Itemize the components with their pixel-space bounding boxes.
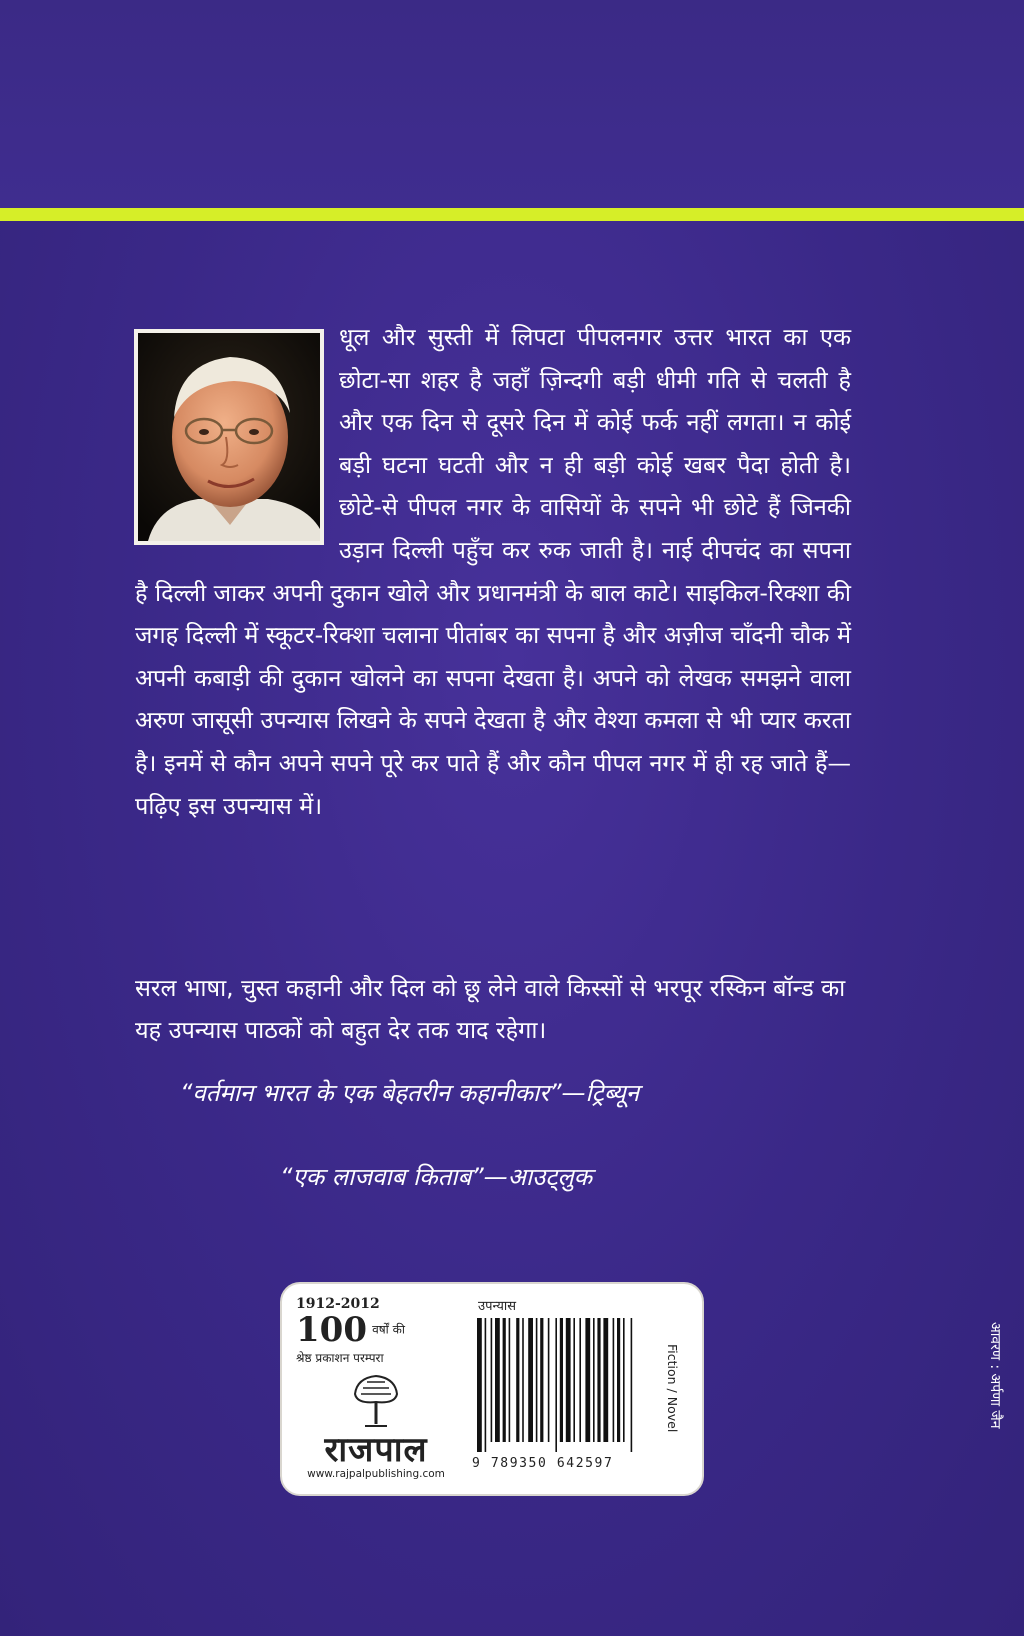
- barcode-bar: [540, 1318, 543, 1442]
- barcode-bar: [528, 1318, 533, 1442]
- yellow-stripe: [0, 208, 1024, 221]
- genre-label: उपन्यास: [478, 1299, 517, 1314]
- barcode-bar: [566, 1318, 571, 1442]
- barcode-bar: [631, 1318, 633, 1452]
- review-quote-tribune: “वर्तमान भारत के एक बेहतरीन कहानीकार”—ट्रिब्यून: [180, 1079, 640, 1107]
- barcode-bar: [485, 1318, 487, 1452]
- barcode-bar: [593, 1318, 595, 1442]
- publisher-block: [296, 1296, 456, 1480]
- publisher-hundred: 100: [296, 1309, 367, 1350]
- barcode-bar: [548, 1318, 550, 1442]
- publisher-tagline: श्रेष्ठ प्रकाशन परम्परा: [296, 1350, 384, 1365]
- publisher-barcode-label: [280, 1282, 704, 1496]
- barcode-bar: [516, 1318, 519, 1442]
- publisher-years-suffix: वर्षों की: [372, 1322, 405, 1337]
- barcode-bar: [477, 1318, 482, 1452]
- barcode-bar: [503, 1318, 506, 1442]
- barcode-bar: [617, 1318, 620, 1442]
- category-label: Fiction / Novel: [665, 1344, 680, 1433]
- barcode-bar: [573, 1318, 575, 1442]
- tree-icon: [351, 1372, 401, 1430]
- barcode-bar: [579, 1318, 581, 1442]
- barcode-bar: [597, 1318, 600, 1442]
- cover-credit: आवरण : अर्पणा जैन: [987, 1322, 1003, 1429]
- publisher-years: 1912-2012: [296, 1296, 380, 1312]
- barcode: [475, 1318, 671, 1452]
- barcode-bar: [522, 1318, 524, 1442]
- publisher-anniversary: [296, 1309, 456, 1350]
- blurb-text: धूल और सुस्ती में लिपटा पीपलनगर उत्तर भारत का एक छोटा-सा शहर है जहाँ ज़िन्दगी बड़ी धीमी गति से चलती है और एक दिन से दूसरे दिन में कोई फर्क नहीं लगता। न कोई बड़ी घटना घटती और न ही बड़ी कोई खबर पैदा होती है। छोटे-से पीपल नगर के वासियों के सपने भी छोटे हैं जिनकी उड़ान दिल्ली पहुँच कर रुक जाती है। नाई दीपचंद का सपना है दिल्ली जाकर अपनी दुकान खोले और प्रधानमंत्री के बाल काटे। साइकिल-रिक्शा की जगह दिल्ली में स्कूटर-रिक्शा चलाना पीतांबर का सपना है और अज़ीज चाँदनी चौक में अपनी कबाड़ी की दुकान खोलने का सपना देखता है। अपने को लेखक समझने वाला अरुण जासूसी उपन्यास लिखने के सपने देखता है और वेश्या कमला से भी प्यार करता है। इनमें से कौन अपने सपने पूरे कर पाते हैं और कौन पीपल नगर में ही रह जाते हैं—पढ़िए इस उपन्यास में।: [135, 323, 851, 820]
- top-band: [0, 0, 1024, 208]
- publisher-logo: राजपाल: [324, 1429, 428, 1470]
- barcode-bar: [560, 1318, 563, 1442]
- barcode-bar: [603, 1318, 608, 1442]
- publisher-url: www.rajpalpublishing.com: [307, 1467, 445, 1480]
- blurb-paragraph: [135, 316, 851, 827]
- barcode-bar: [536, 1318, 538, 1442]
- barcode-bar: [613, 1318, 615, 1442]
- barcode-bar: [555, 1318, 557, 1452]
- barcode-bar: [585, 1318, 590, 1442]
- photo-spacer: [135, 316, 339, 570]
- barcode-bar: [491, 1318, 493, 1442]
- barcode-bar: [623, 1318, 625, 1442]
- barcode-bar: [495, 1318, 500, 1442]
- isbn-number: 9 789350 642597: [472, 1456, 614, 1471]
- review-quote-outlook: “एक लाजवाब किताब”—आउट्लुक: [280, 1163, 593, 1191]
- barcode-bar: [509, 1318, 511, 1442]
- summary-paragraph: सरल भाषा, चुस्त कहानी और दिल को छू लेने वाले किस्सों से भरपूर रस्किन बॉन्ड का यह उपन्यास पाठकों को बहुत देर तक याद रहेगा।: [135, 974, 846, 1044]
